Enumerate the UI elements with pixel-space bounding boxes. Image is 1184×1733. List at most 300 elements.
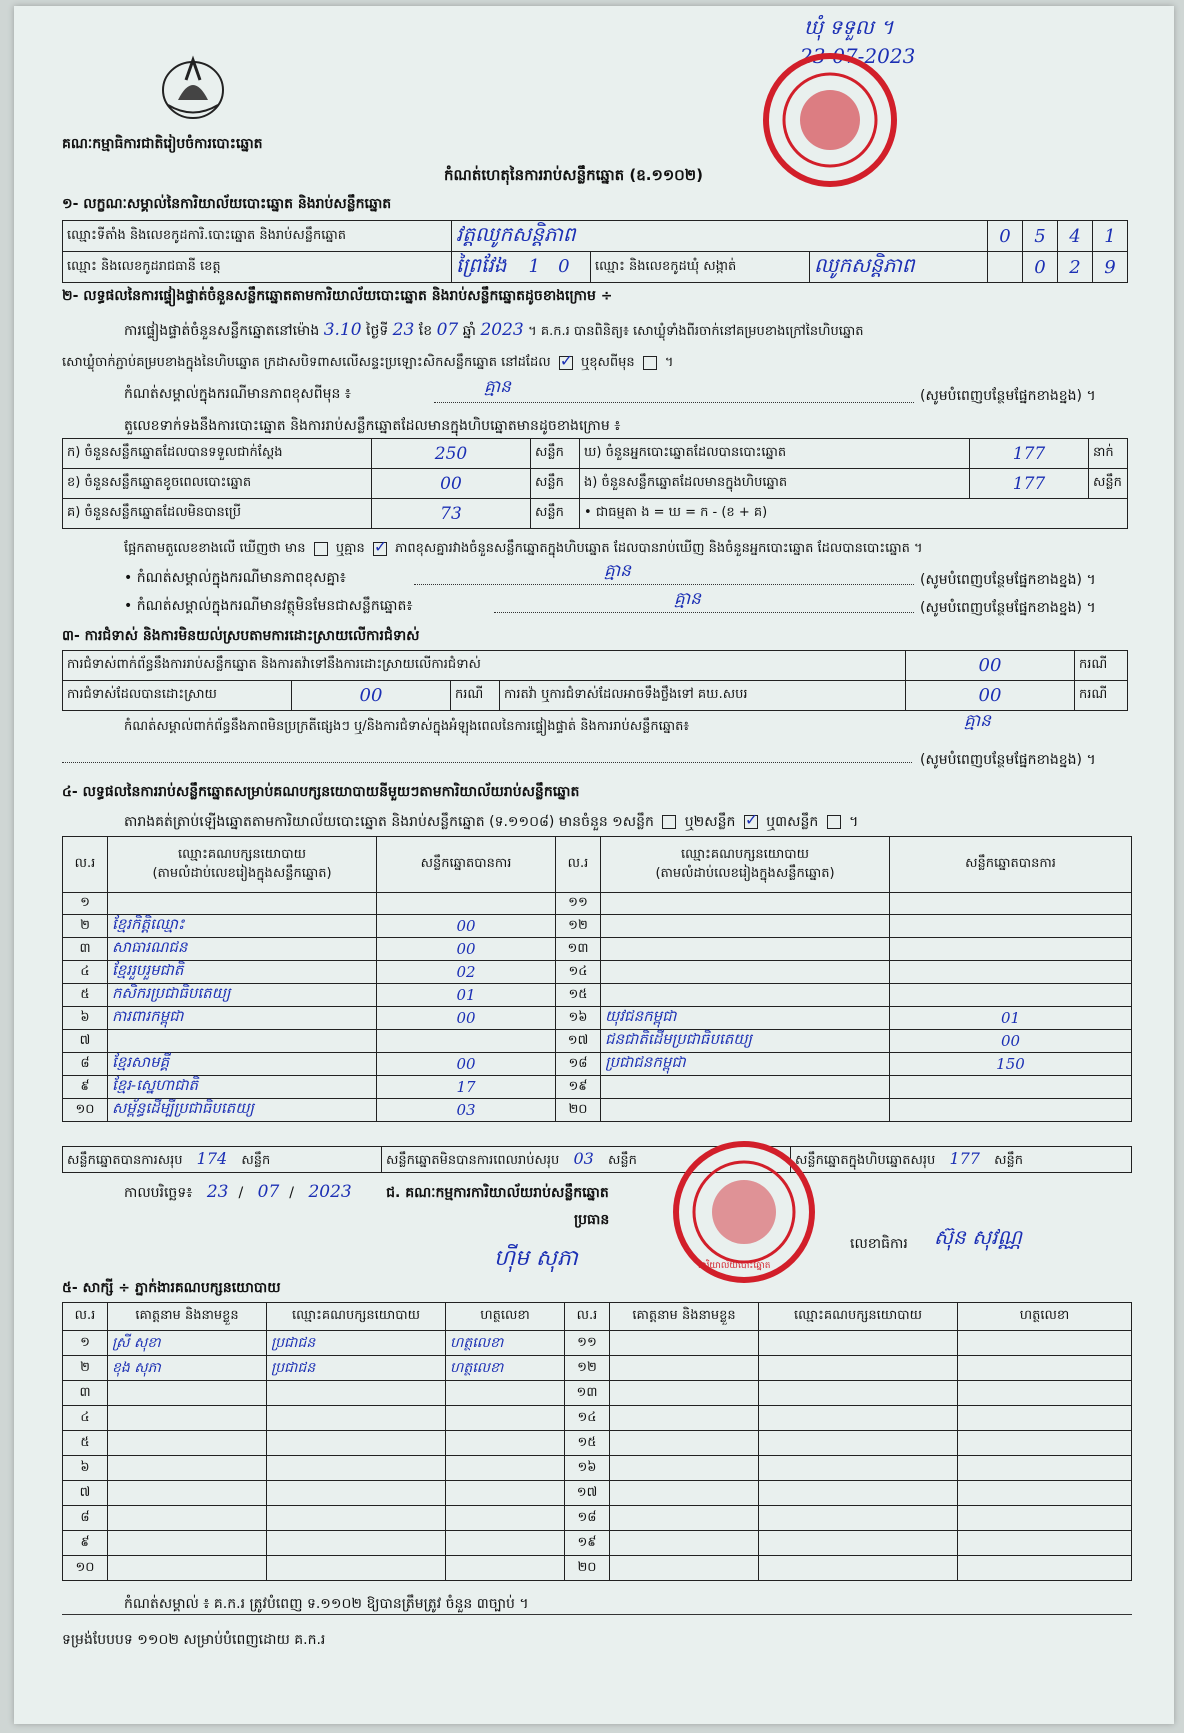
- disc-note-line: [414, 584, 914, 585]
- res-col-party-left-sub: (តាមលំដាប់លេខរៀងក្នុងសន្លឹកឆ្នោត): [152, 865, 332, 881]
- row2-code2-3: 9: [1093, 252, 1128, 283]
- seal-text: សោឃ្លុំចាក់ភ្ជាប់គម្របខាងក្នុងនៃហិបឆ្នោត ក្រដាសបិទពាសលើសន្ទះប្រឡោះសិកសន្លឹកឆ្នោត នៅដដែល: [62, 355, 551, 370]
- row1-code-4: 1: [1093, 221, 1128, 252]
- res-votes-right: [890, 984, 1132, 1007]
- wit-sign-right: [958, 1531, 1132, 1556]
- res-no-right: ១១: [556, 893, 601, 915]
- wit-party-right: [759, 1506, 958, 1531]
- footnote: កំណត់សម្គាល់ ៖ គ.ក.រ ត្រូវបំពេញ ទ.១១០២ ឱ្យបានត្រឹមត្រូវ ចំនួន ៣ច្បាប់ ។: [124, 1596, 529, 1612]
- wit-no-right: ១៦: [565, 1456, 610, 1481]
- witness-row: [63, 1506, 1132, 1531]
- wit-name-right: [610, 1506, 759, 1531]
- res-votes-right: [890, 961, 1132, 984]
- res-votes-left: 17: [377, 1076, 556, 1099]
- wit-col-no-right: ល.រ: [565, 1303, 610, 1331]
- verify-e: ។ គ.ក.រ បានពិនិត្យ៖ សោឃ្លុំទាំងពីរចាក់នៅគម្របខាងក្រៅនៃហិបឆ្នោត: [528, 324, 864, 339]
- wit-name-right: [610, 1331, 759, 1356]
- total-box-label: សន្លឹកឆ្នោតក្នុងហិបឆ្នោតសរុប: [795, 1152, 936, 1168]
- res-no-right: ១៨: [556, 1053, 601, 1076]
- obj-r2-value2: 00: [906, 681, 1075, 711]
- row2-code-empty: [988, 252, 1023, 283]
- results-row: [63, 1099, 1132, 1122]
- res-votes-left: [377, 1030, 556, 1053]
- wit-name-right: [610, 1481, 759, 1506]
- res-col-party-right: [601, 837, 890, 893]
- witness-table: [62, 1302, 1132, 1581]
- obj-r2-unit: ករណី: [451, 681, 500, 711]
- res-no-right: ១២: [556, 915, 601, 938]
- res-no-right: ២០: [556, 1099, 601, 1122]
- fig-a-label: ក) ចំនួនសន្លឹកឆ្នោតដែលបានទទួលជាក់ស្តែង: [63, 439, 372, 469]
- section4-title: ៤- លទ្ធផលនៃការរាប់សន្លឹកឆ្នោតសម្រាប់គណបក្សនយោបាយនីមួយៗតាមការិយាល័យរាប់សន្លឹកឆ្នោត: [62, 784, 580, 800]
- tally-3-checkbox[interactable]: [827, 815, 841, 829]
- nec-emblem: [148, 50, 238, 126]
- section5-title: ៥- សាក្សី ÷ ភ្នាក់ងារគណបក្សនយោបាយ: [62, 1280, 281, 1296]
- tally-2-checkbox[interactable]: [744, 815, 758, 829]
- res-col-votes-left: សន្លឹកឆ្នោតបានការ: [377, 837, 556, 893]
- wit-party-right: [759, 1356, 958, 1381]
- fig-d-label: ឃ) ចំនួនអ្នកបោះឆ្នោតដែលបានបោះឆ្នោត: [580, 439, 970, 469]
- section1-title: ១- លក្ខណៈសម្គាល់នៃការិយាល័យបោះឆ្នោត និងរាប់សន្លឹកឆ្នោត: [62, 196, 392, 212]
- verify-b: ថ្ងៃទី: [366, 323, 389, 339]
- disc-yes-checkbox[interactable]: [314, 542, 328, 556]
- res-no-left: ៥: [63, 984, 108, 1007]
- wit-party-left: [267, 1406, 446, 1431]
- chair-signature: ហ៊ីម សុភា: [494, 1246, 578, 1271]
- res-no-left: ១: [63, 893, 108, 915]
- verify-time: 3.10: [323, 320, 362, 340]
- wit-no-right: ១៧: [565, 1481, 610, 1506]
- total-invalid-value: 03: [573, 1148, 594, 1168]
- form-footer: ទម្រង់បែបបទ ១១០២ សម្រាប់បំពេញដោយ គ.ក.រ: [62, 1632, 326, 1648]
- res-votes-left: 02: [377, 961, 556, 984]
- disc-note-fill: (សូមបំពេញបន្ថែមផ្នែកខាងខ្នង) ។: [920, 572, 1096, 588]
- res-party-right: ជនជាតិដើមប្រជាធិបតេយ្យ: [601, 1030, 890, 1053]
- wit-sign-left: [446, 1506, 565, 1531]
- tally-opt3: ឬ៣សន្លឹក: [766, 814, 819, 830]
- seal-same-checkbox[interactable]: [559, 356, 573, 370]
- results-row: [63, 1053, 1132, 1076]
- wit-no-right: ១៩: [565, 1531, 610, 1556]
- object-note-value: គ្មាន: [674, 589, 701, 609]
- obj-r1-unit: ករណី: [1075, 651, 1128, 681]
- res-party-right: [601, 938, 890, 961]
- wit-name-right: [610, 1556, 759, 1581]
- res-votes-left: 00: [377, 1007, 556, 1030]
- fig-a-value: 250: [372, 439, 531, 469]
- res-votes-right: 150: [890, 1053, 1132, 1076]
- obj-r2-value: 00: [292, 681, 451, 711]
- results-row: [63, 961, 1132, 984]
- results-row: [63, 938, 1132, 961]
- res-no-left: ១០: [63, 1099, 108, 1122]
- signoff-month: 07: [257, 1182, 280, 1202]
- res-party-right: [601, 961, 890, 984]
- witness-row: [63, 1356, 1132, 1381]
- top-date: 23-07-2023: [800, 44, 916, 68]
- row2-code-2: 0: [558, 256, 570, 277]
- wit-name-right: [610, 1431, 759, 1456]
- res-votes-right: 00: [890, 1030, 1132, 1053]
- signoff-date-line: កាលបរិច្ឆេទ៖ 23 / 07 / 2023 ជ. គណៈកម្មការការិយាល័យរាប់សន្លឹកឆ្នោត: [124, 1182, 609, 1202]
- wit-name-left: ខុង សុភា: [108, 1356, 267, 1381]
- res-party-left: ខ្មែរកិត្តិឈ្មោះ: [108, 915, 377, 938]
- wit-no-left: ៦: [63, 1456, 108, 1481]
- results-row: [63, 1076, 1132, 1099]
- wit-party-left: [267, 1456, 446, 1481]
- res-no-left: ៧: [63, 1030, 108, 1053]
- wit-no-right: ១១: [565, 1331, 610, 1356]
- fig-a-unit: សន្លឹក: [531, 439, 580, 469]
- res-votes-right: 01: [890, 1007, 1132, 1030]
- fig-d-value: 177: [970, 439, 1089, 469]
- res-votes-right: [890, 893, 1132, 915]
- results-row: [63, 893, 1132, 915]
- res-col-no-left: ល.រ: [63, 837, 108, 893]
- obj-r1-label: ការជំទាស់ពាក់ព័ន្ធនឹងការរាប់សន្លឹកឆ្នោត និងការតវ៉ាទៅនឹងការដោះស្រាយលើការជំទាស់: [63, 651, 906, 681]
- wit-name-right: [610, 1356, 759, 1381]
- res-party-right: [601, 1076, 890, 1099]
- res-party-left: កសិករប្រជាធិបតេយ្យ: [108, 984, 377, 1007]
- tally-opt2: ឬ២សន្លឹក: [684, 814, 736, 830]
- tally-sheet-line: តារាងគត់ត្រាប់ឡើងឆ្នោតតាមការិយាល័យបោះឆ្នោត និងរាប់សន្លឹកឆ្នោត (ទ.១១០៨) មានចំនួន ១សន្លឹក ឬ២សន្លឹក ✓ ឬ៣សន្លឹក ។: [124, 812, 858, 833]
- wit-col-party-right: ឈ្មោះគណបក្សនយោបាយ: [759, 1303, 958, 1331]
- signoff-day: 23: [206, 1182, 229, 1202]
- wit-party-left: [267, 1556, 446, 1581]
- verify-month: 07: [436, 320, 459, 340]
- wit-party-right: [759, 1431, 958, 1456]
- disc-a: ផ្អែកតាមតួលេខខាងលើ ឃើញថា មាន: [124, 541, 306, 556]
- wit-sign-left: [446, 1556, 565, 1581]
- res-votes-right: [890, 1099, 1132, 1122]
- disc-note-label: • កំណត់សម្គាល់ក្នុងករណីមានភាពខុសគ្នា៖: [124, 568, 346, 589]
- total-valid-cell: [63, 1147, 382, 1173]
- res-col-party-left: [108, 837, 377, 893]
- fig-c-label: គ) ចំនួនសន្លឹកឆ្នោតដែលមិនបានប្រើ: [63, 499, 372, 529]
- wit-no-right: ១៥: [565, 1431, 610, 1456]
- wit-party-right: [759, 1406, 958, 1431]
- res-votes-left: 00: [377, 1053, 556, 1076]
- wit-col-party-left: ឈ្មោះគណបក្សនយោបាយ: [267, 1303, 446, 1331]
- total-valid-value: 174: [196, 1148, 228, 1168]
- wit-no-left: ៣: [63, 1381, 108, 1406]
- res-col-no-right: ល.រ: [556, 837, 601, 893]
- row1-code-2: 5: [1023, 221, 1058, 252]
- wit-sign-left: [446, 1381, 565, 1406]
- verify-a: ការផ្ទៀងផ្ទាត់ចំនួនសន្លឹកឆ្នោតនៅម៉ោង: [124, 323, 320, 339]
- witness-row: [63, 1456, 1132, 1481]
- wit-name-left: ស្រី សុខា: [108, 1331, 267, 1356]
- diff-note-fill: (សូមបំពេញបន្ថែមផ្នែកខាងខ្នង) ។: [920, 388, 1096, 404]
- wit-party-right: [759, 1556, 958, 1581]
- res-party-left: [108, 893, 377, 915]
- irregularity-line: [62, 762, 912, 763]
- res-no-right: ១៩: [556, 1076, 601, 1099]
- wit-sign-right: [958, 1381, 1132, 1406]
- irregularity-value: គ្មាន: [964, 711, 991, 731]
- witness-row: [63, 1431, 1132, 1456]
- res-no-right: ១៥: [556, 984, 601, 1007]
- form-title: កំណត់ហេតុនៃការរាប់សន្លឹកឆ្នោត (ឧ.១១០២): [444, 166, 704, 184]
- res-votes-right: [890, 1076, 1132, 1099]
- row2-value: [452, 252, 591, 283]
- res-col-votes-right: សន្លឹកឆ្នោតបានការ: [890, 837, 1132, 893]
- wit-name-right: [610, 1406, 759, 1431]
- figures-table: [62, 438, 1128, 529]
- fig-e-unit: សន្លឹក: [1089, 469, 1128, 499]
- total-invalid-label: សន្លឹកឆ្នោតមិនបានការពេលរាប់សរុប: [386, 1152, 560, 1168]
- row2-value-text: ព្រៃវែង: [456, 253, 507, 277]
- wit-col-sign-left: ហត្ថលេខា: [446, 1303, 565, 1331]
- wit-party-left: ប្រជាជន: [267, 1331, 446, 1356]
- row2-code2-1: 0: [1023, 252, 1058, 283]
- res-no-left: ៤: [63, 961, 108, 984]
- res-party-left: [108, 1030, 377, 1053]
- wit-name-right: [610, 1381, 759, 1406]
- row1-code-3: 4: [1058, 221, 1093, 252]
- wit-col-name-right: គោត្តនាម និងនាមខ្លួន: [610, 1303, 759, 1331]
- res-votes-left: [377, 893, 556, 915]
- fig-e-label: ង) ចំនួនសន្លឹកឆ្នោតដែលមានក្នុងហិបឆ្នោត: [580, 469, 970, 499]
- wit-col-name-left: គោត្តនាម និងនាមខ្លួន: [108, 1303, 267, 1331]
- res-no-left: ៣: [63, 938, 108, 961]
- signoff-year: 2023: [308, 1182, 352, 1202]
- total-box-value: 177: [949, 1148, 980, 1168]
- res-no-left: ៨: [63, 1053, 108, 1076]
- wit-party-right: [759, 1381, 958, 1406]
- fig-formula: • ជាធម្មតា ង = ឃ = ក - (ខ + គ): [580, 499, 1128, 529]
- res-votes-left: 03: [377, 1099, 556, 1122]
- wit-name-left: [108, 1481, 267, 1506]
- res-party-left: ខ្មែរសាមគ្គី: [108, 1053, 377, 1076]
- res-party-right: [601, 1099, 890, 1122]
- seal-line: សោឃ្លុំចាក់ភ្ជាប់គម្របខាងក្នុងនៃហិបឆ្នោត ក្រដាសបិទពាសលើសន្ទះប្រឡោះសិកសន្លឹកឆ្នោត នៅដដែល ✓ ឬខុសពីមុន ។: [62, 354, 673, 373]
- section2-title: ២- លទ្ធផលនៃការផ្ទៀងផ្ទាត់ចំនួនសន្លឹកឆ្នោតតាមការិយាល័យបោះឆ្នោត និងរាប់សន្លឹកឆ្នោតដូចខាងក្រោម ÷: [62, 288, 613, 304]
- res-col-party-right-title: ឈ្មោះគណបក្សនយោបាយ: [681, 846, 809, 862]
- res-party-right: [601, 915, 890, 938]
- row2-value2-text: ឈូកសន្តិភាព: [814, 253, 915, 277]
- fig-d-unit: នាក់: [1089, 439, 1128, 469]
- row2-label2: ឈ្មោះ និងលេខកូដឃុំ សង្កាត់: [591, 252, 810, 283]
- wit-sign-left: [446, 1406, 565, 1431]
- wit-sign-left: [446, 1456, 565, 1481]
- res-col-party-left-title: ឈ្មោះគណបក្សនយោបាយ: [178, 846, 306, 862]
- wit-no-left: ១០: [63, 1556, 108, 1581]
- object-note-fill: (សូមបំពេញបន្ថែមផ្នែកខាងខ្នង) ។: [920, 600, 1096, 616]
- results-row: [63, 915, 1132, 938]
- stamp-text: ការិយាល័យបោះឆ្នោត: [698, 1261, 771, 1271]
- wit-name-left: [108, 1506, 267, 1531]
- obj-r2-label2: ការតវ៉ា ឬការជំទាស់ដែលអាចទឹងថ្លឹងទៅ គឃ.សបរ: [500, 681, 906, 711]
- res-votes-left: 00: [377, 915, 556, 938]
- diff-note-value: គ្មាន: [484, 377, 511, 397]
- row1-label: ឈ្មោះទីតាំង និងលេខកូដការិ.បោះឆ្នោត និងរាប់សន្លឹកឆ្នោត: [63, 221, 452, 252]
- disc-b: ឬគ្មាន: [335, 541, 365, 556]
- wit-party-left: [267, 1381, 446, 1406]
- results-row: [63, 1007, 1132, 1030]
- wit-name-left: [108, 1381, 267, 1406]
- wit-sign-right: [958, 1506, 1132, 1531]
- wit-sign-right: [958, 1331, 1132, 1356]
- verification-line: [124, 320, 864, 342]
- res-party-left: សម្ព័ន្ធដើម្បីប្រជាធិបតេយ្យ: [108, 1099, 377, 1122]
- form-sheet: [14, 6, 1174, 1724]
- wit-no-right: ១២: [565, 1356, 610, 1381]
- obj-r1-value: 00: [906, 651, 1075, 681]
- wit-col-no-left: ល.រ: [63, 1303, 108, 1331]
- footer-rule: [62, 1614, 1132, 1615]
- fig-b-label: ខ) ចំនួនសន្លឹកឆ្នោតខូចពេលបោះឆ្នោត: [63, 469, 372, 499]
- res-party-left: ការពារកម្ពុជា: [108, 1007, 377, 1030]
- witness-row: [63, 1406, 1132, 1431]
- total-valid-unit: សន្លឹក: [241, 1152, 271, 1168]
- wit-name-right: [610, 1531, 759, 1556]
- wit-party-left: [267, 1481, 446, 1506]
- wit-party-right: [759, 1481, 958, 1506]
- results-table: [62, 836, 1132, 1122]
- wit-sign-left: [446, 1481, 565, 1506]
- res-votes-left: 00: [377, 938, 556, 961]
- wit-party-left: ប្រជាជន: [267, 1356, 446, 1381]
- wit-name-left: [108, 1431, 267, 1456]
- obj-r2-label: ការជំទាស់ដែលបានដោះស្រាយ: [63, 681, 292, 711]
- disc-no-checkbox[interactable]: [373, 542, 387, 556]
- obj-r2-unit2: ករណី: [1075, 681, 1128, 711]
- res-votes-right: [890, 938, 1132, 961]
- wit-sign-left: ហត្ថលេខា: [446, 1331, 565, 1356]
- res-votes-right: [890, 915, 1132, 938]
- res-party-left: ខ្មែររួបរួមជាតិ: [108, 961, 377, 984]
- object-note-label: • កំណត់សម្គាល់ក្នុងករណីមានវត្ថុមិនមែនជាសន្លឹកឆ្នោត៖: [124, 596, 413, 617]
- wit-sign-left: [446, 1531, 565, 1556]
- row1-value: [452, 221, 988, 252]
- secretary-signature: ស៊ុន សុវណ្ណ: [934, 1225, 1022, 1249]
- witness-row: [63, 1556, 1132, 1581]
- wit-party-left: [267, 1506, 446, 1531]
- official-stamp-top: [760, 50, 900, 190]
- wit-sign-right: [958, 1456, 1132, 1481]
- results-row: [63, 984, 1132, 1007]
- row2-label: ឈ្មោះ និងលេខកូដរាជធានី ខេត្ត: [63, 252, 452, 283]
- wit-party-left: [267, 1531, 446, 1556]
- witness-row: [63, 1531, 1132, 1556]
- res-no-right: ១៧: [556, 1030, 601, 1053]
- res-votes-left: 01: [377, 984, 556, 1007]
- fig-c-value: 73: [372, 499, 531, 529]
- wit-name-left: [108, 1556, 267, 1581]
- res-no-right: ១៦: [556, 1007, 601, 1030]
- wit-sign-right: [958, 1406, 1132, 1431]
- wit-no-left: ៥: [63, 1431, 108, 1456]
- row2-code2-2: 2: [1058, 252, 1093, 283]
- wit-party-right: [759, 1456, 958, 1481]
- verify-d: ឆ្នាំ: [462, 323, 476, 339]
- res-no-left: ២: [63, 915, 108, 938]
- wit-sign-left: ហត្ថលេខា: [446, 1356, 565, 1381]
- witness-row: [63, 1331, 1132, 1356]
- row2-value2: [810, 252, 988, 283]
- wit-no-right: ២០: [565, 1556, 610, 1581]
- wit-party-left: [267, 1431, 446, 1456]
- res-col-party-right-sub: (តាមលំដាប់លេខរៀងក្នុងសន្លឹកឆ្នោត): [655, 865, 835, 881]
- diff-note-line: [434, 402, 914, 403]
- wit-no-left: ៨: [63, 1506, 108, 1531]
- section1-table: [62, 220, 1128, 283]
- witness-row: [63, 1481, 1132, 1506]
- row1-code-1: 0: [988, 221, 1023, 252]
- fig-e-value: 177: [970, 469, 1089, 499]
- fig-b-value: 00: [372, 469, 531, 499]
- wit-name-left: [108, 1406, 267, 1431]
- wit-no-left: ២: [63, 1356, 108, 1381]
- res-party-left: សាធារណជន: [108, 938, 377, 961]
- fig-c-unit: សន្លឹក: [531, 499, 580, 529]
- seal-diff-text: ឬខុសពីមុន: [580, 355, 635, 370]
- res-no-right: ១៤: [556, 961, 601, 984]
- irregularity-note: កំណត់សម្គាល់ពាក់ព័ន្ធនឹងភាពមិនប្រក្រតីផ្សេងៗ ឬ/និងការជំទាស់ក្នុងអំឡុងពេលនៃការផ្ទៀងផ្ទាត់ និងការរាប់សន្លឹកឆ្នោត៖: [124, 719, 690, 734]
- res-no-left: ៩: [63, 1076, 108, 1099]
- wit-party-right: [759, 1531, 958, 1556]
- wit-sign-left: [446, 1431, 565, 1456]
- verify-day: 23: [392, 320, 415, 340]
- wit-name-left: [108, 1531, 267, 1556]
- verify-year: 2023: [480, 320, 524, 340]
- wit-no-left: ១: [63, 1331, 108, 1356]
- total-invalid-unit: សន្លឹក: [607, 1152, 637, 1168]
- objections-table: [62, 650, 1128, 711]
- discrepancy-line: [124, 540, 923, 559]
- res-party-right: [601, 893, 890, 915]
- wit-sign-right: [958, 1556, 1132, 1581]
- row2-code-1: 1: [528, 256, 540, 277]
- wit-name-right: [610, 1456, 759, 1481]
- wit-sign-right: [958, 1356, 1132, 1381]
- top-note: ឃុំ ទទួល ។: [804, 15, 894, 39]
- wit-sign-right: [958, 1481, 1132, 1506]
- wit-no-right: ១៣: [565, 1381, 610, 1406]
- committee-name: គណៈកម្មាធិការជាតិរៀបចំការបោះឆ្នោត: [62, 136, 263, 152]
- results-row: [63, 1030, 1132, 1053]
- signoff-date-label: កាលបរិច្ឆេទ៖: [124, 1185, 193, 1201]
- row1-value-text: វត្តឈូកសន្តិភាព: [456, 222, 576, 246]
- seal-diff-checkbox[interactable]: [643, 356, 657, 370]
- wit-no-right: ១៨: [565, 1506, 610, 1531]
- total-box-cell: [791, 1147, 1132, 1173]
- witness-row: [63, 1381, 1132, 1406]
- res-party-right: [601, 984, 890, 1007]
- wit-name-left: [108, 1456, 267, 1481]
- disc-note-value: គ្មាន: [604, 561, 631, 581]
- res-no-left: ៦: [63, 1007, 108, 1030]
- section3-title: ៣- ការជំទាស់ និងការមិនយល់ស្របតាមការដោះស្រាយលើការជំទាស់: [62, 628, 420, 644]
- wit-no-left: ៩: [63, 1531, 108, 1556]
- disc-c: ភាពខុសគ្នារវាងចំនួនសន្លឹកឆ្នោតក្នុងហិបឆ្នោត ដែលបានរាប់ឃើញ និងចំនួនអ្នកបោះឆ្នោត ដែលបានបោះឆ្នោត ។: [395, 541, 923, 556]
- wit-no-right: ១៤: [565, 1406, 610, 1431]
- object-note-line: [494, 612, 914, 613]
- tally-1-checkbox[interactable]: [662, 815, 676, 829]
- res-party-right: យុវជនកម្ពុជា: [601, 1007, 890, 1030]
- tally-intro: តារាងគត់ត្រាប់ឡើងឆ្នោតតាមការិយាល័យបោះឆ្នោត និងរាប់សន្លឹកឆ្នោត (ទ.១១០៨) មានចំនួន ១សន្លឹក: [124, 814, 654, 830]
- wit-no-left: ៤: [63, 1406, 108, 1431]
- total-valid-label: សន្លឹកឆ្នោតបានការសរុប: [67, 1152, 183, 1168]
- wit-party-right: [759, 1331, 958, 1356]
- verify-c: ខែ: [418, 323, 433, 339]
- secretary-label: លេខាធិការ: [850, 1236, 908, 1252]
- diff-note-label: កំណត់សម្គាល់ក្នុងករណីមានភាពខុសពីមុន ៖: [124, 386, 351, 402]
- signoff-committee: ជ. គណៈកម្មការការិយាល័យរាប់សន្លឹកឆ្នោត: [386, 1185, 609, 1201]
- results-totals: [62, 1146, 1132, 1173]
- chair-label: ប្រធាន: [574, 1212, 610, 1228]
